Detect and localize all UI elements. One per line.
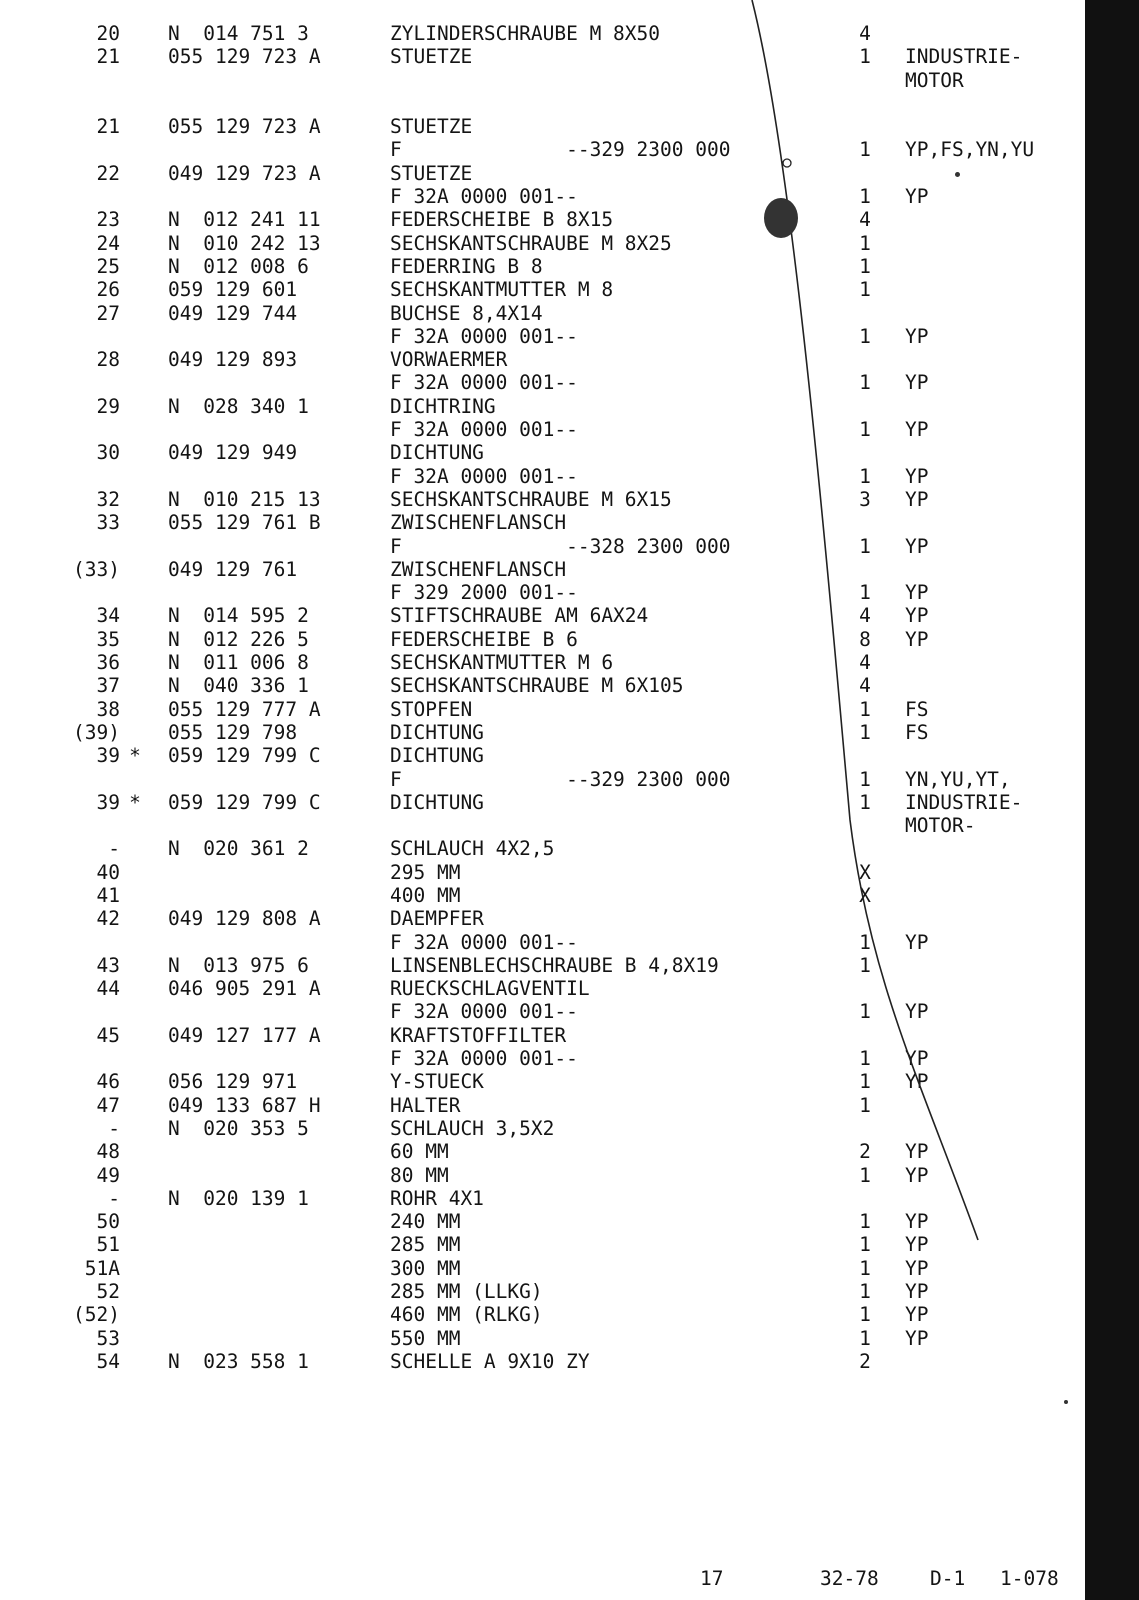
part-description: FEDERSCHEIBE B 6 xyxy=(390,627,578,651)
part-number: N 023 558 1 xyxy=(168,1349,309,1373)
part-description: 400 MM xyxy=(390,883,461,907)
quantity: 1 xyxy=(859,1163,871,1187)
part-description: SCHLAUCH 4X2,5 xyxy=(390,837,555,861)
part-description: 285 MM (LLKG) xyxy=(390,1280,543,1304)
remark: YP xyxy=(905,1233,929,1257)
parts-row xyxy=(0,255,1085,278)
quantity: 1 xyxy=(859,1047,871,1071)
quantity: 1 xyxy=(859,1233,871,1257)
part-description: BUCHSE 8,4X14 xyxy=(390,301,543,325)
part-description: STUETZE xyxy=(390,115,473,139)
parts-row xyxy=(0,1280,1085,1303)
part-description: SECHSKANTSCHRAUBE M 6X15 xyxy=(390,487,672,511)
position-number: (33) xyxy=(73,557,120,581)
parts-row xyxy=(0,884,1085,907)
part-number: N 040 336 1 xyxy=(168,674,309,698)
part-number: 055 129 777 A xyxy=(168,697,321,721)
part-number: N 013 975 6 xyxy=(168,953,309,977)
position-number: 22 xyxy=(96,161,120,185)
remark: YP xyxy=(905,1280,929,1304)
parts-row xyxy=(0,674,1085,697)
part-number: 059 129 799 C xyxy=(168,744,321,768)
remark: YP xyxy=(905,534,929,558)
part-number: N 012 226 5 xyxy=(168,627,309,651)
parts-row xyxy=(0,1117,1085,1140)
position-number: 28 xyxy=(96,348,120,372)
parts-row xyxy=(0,302,1085,325)
part-description: F 32A 0000 001-- xyxy=(390,418,578,442)
remark: MOTOR- xyxy=(905,814,976,838)
parts-row xyxy=(0,1140,1085,1163)
quantity: 4 xyxy=(859,651,871,675)
part-description: 80 MM xyxy=(390,1163,449,1187)
remark: YP xyxy=(905,1070,929,1094)
position-number: 49 xyxy=(96,1163,120,1187)
position-number: 44 xyxy=(96,977,120,1001)
position-number: 40 xyxy=(96,860,120,884)
position-number: 37 xyxy=(96,674,120,698)
remark: YP xyxy=(905,371,929,395)
position-number: (52) xyxy=(73,1303,120,1327)
part-description: DICHTUNG xyxy=(390,790,484,814)
remark: YP xyxy=(905,1256,929,1280)
part-number: 049 129 893 xyxy=(168,348,298,372)
part-description: SECHSKANTSCHRAUBE M 6X105 xyxy=(390,674,684,698)
part-description: 60 MM xyxy=(390,1140,449,1164)
part-number: 049 129 744 xyxy=(168,301,298,325)
remark: YP xyxy=(905,185,929,209)
position-number: 51A xyxy=(84,1256,120,1280)
part-description: F 32A 0000 001-- xyxy=(390,185,578,209)
part-description: SECHSKANTSCHRAUBE M 8X25 xyxy=(390,231,672,255)
part-description: LINSENBLECHSCHRAUBE B 4,8X19 xyxy=(390,953,719,977)
quantity: 2 xyxy=(859,1140,871,1164)
part-number: 055 129 761 B xyxy=(168,511,321,535)
remark: YP xyxy=(905,324,929,348)
quantity: 4 xyxy=(859,22,871,45)
parts-row xyxy=(0,1047,1085,1070)
parts-row xyxy=(0,488,1085,511)
part-description: 300 MM xyxy=(390,1256,461,1280)
quantity: 1 xyxy=(859,464,871,488)
quantity: 1 xyxy=(859,324,871,348)
quantity: 1 xyxy=(859,45,871,69)
parts-row xyxy=(0,1257,1085,1280)
part-number: 055 129 723 A xyxy=(168,115,321,139)
part-number: N 014 595 2 xyxy=(168,604,309,628)
quantity: 1 xyxy=(859,581,871,605)
remark: YP xyxy=(905,1000,929,1024)
remark: YP xyxy=(905,1047,929,1071)
part-number: 049 127 177 A xyxy=(168,1023,321,1047)
part-description: 285 MM xyxy=(390,1233,461,1257)
quantity: 1 xyxy=(859,1210,871,1234)
part-number: 056 129 971 xyxy=(168,1070,298,1094)
part-description: F 32A 0000 001-- xyxy=(390,1047,578,1071)
quantity: 1 xyxy=(859,231,871,255)
quantity: 1 xyxy=(859,371,871,395)
position-number: 46 xyxy=(96,1070,120,1094)
parts-row xyxy=(0,441,1085,464)
position-number: 35 xyxy=(96,627,120,651)
quantity: 1 xyxy=(859,534,871,558)
quantity: 1 xyxy=(859,790,871,814)
part-description: F --328 2300 000 xyxy=(390,534,731,558)
part-description: F 32A 0000 001-- xyxy=(390,464,578,488)
parts-row xyxy=(0,1094,1085,1117)
remark: INDUSTRIE- xyxy=(905,790,1023,814)
parts-row xyxy=(0,208,1085,231)
part-description: 295 MM xyxy=(390,860,461,884)
quantity: 4 xyxy=(859,674,871,698)
parts-row xyxy=(0,465,1085,488)
parts-row xyxy=(0,232,1085,255)
part-number: N 014 751 3 xyxy=(168,22,309,45)
part-number: 055 129 723 A xyxy=(168,45,321,69)
part-number: 049 129 761 xyxy=(168,557,298,581)
parts-row xyxy=(0,907,1085,930)
quantity: 3 xyxy=(859,487,871,511)
part-description: F 329 2000 001-- xyxy=(390,581,578,605)
footer-catalog-code: 1-078 xyxy=(1000,1567,1059,1590)
parts-row xyxy=(0,371,1085,394)
parts-row xyxy=(0,931,1085,954)
quantity: 1 xyxy=(859,1303,871,1327)
parts-row xyxy=(0,1024,1085,1047)
parts-row xyxy=(0,1210,1085,1233)
parts-row xyxy=(0,1327,1085,1350)
part-description: DICHTRING xyxy=(390,394,496,418)
parts-row xyxy=(0,185,1085,208)
parts-row xyxy=(0,651,1085,674)
quantity: 1 xyxy=(859,418,871,442)
position-number: 29 xyxy=(96,394,120,418)
part-number: 049 133 687 H xyxy=(168,1093,321,1117)
parts-row xyxy=(0,604,1085,627)
quantity: 2 xyxy=(859,1349,871,1373)
part-number: 049 129 723 A xyxy=(168,161,321,185)
parts-row xyxy=(0,1070,1085,1093)
position-number: - xyxy=(108,1186,120,1210)
remark: INDUSTRIE- xyxy=(905,45,1023,69)
part-description: F 32A 0000 001-- xyxy=(390,1000,578,1024)
parts-row xyxy=(0,861,1085,884)
remark: MOTOR xyxy=(905,68,964,92)
quantity: 1 xyxy=(859,767,871,791)
parts-row xyxy=(0,721,1085,744)
part-description: ZWISCHENFLANSCH xyxy=(390,511,567,535)
ink-speck xyxy=(955,172,960,177)
remark: YP xyxy=(905,1326,929,1350)
remark: YP xyxy=(905,627,929,651)
position-number: 39 xyxy=(96,790,120,814)
quantity: 1 xyxy=(859,1280,871,1304)
remark: FS xyxy=(905,720,929,744)
quantity: 1 xyxy=(859,138,871,162)
position-number: 41 xyxy=(96,883,120,907)
part-description: DAEMPFER xyxy=(390,907,484,931)
parts-row xyxy=(0,69,1085,92)
position-number: 50 xyxy=(96,1210,120,1234)
position-number: 36 xyxy=(96,651,120,675)
remark: YP xyxy=(905,464,929,488)
part-description: F --329 2300 000 xyxy=(390,138,731,162)
part-description: FEDERRING B 8 xyxy=(390,254,543,278)
quantity: 1 xyxy=(859,720,871,744)
position-number: 34 xyxy=(96,604,120,628)
quantity: 1 xyxy=(859,278,871,302)
quantity: 1 xyxy=(859,697,871,721)
remark: YN,YU,YT, xyxy=(905,767,1011,791)
parts-row xyxy=(0,1000,1085,1023)
part-description: STUETZE xyxy=(390,45,473,69)
part-description: F 32A 0000 001-- xyxy=(390,324,578,348)
remark: YP xyxy=(905,1163,929,1187)
quantity: X xyxy=(859,883,871,907)
remark: YP xyxy=(905,930,929,954)
position-number: 21 xyxy=(96,45,120,69)
part-description: 460 MM (RLKG) xyxy=(390,1303,543,1327)
part-description: STIFTSCHRAUBE AM 6AX24 xyxy=(390,604,649,628)
position-number: - xyxy=(108,837,120,861)
parts-row xyxy=(0,977,1085,1000)
parts-row xyxy=(0,22,1085,45)
part-description: VORWAERMER xyxy=(390,348,508,372)
position-number: - xyxy=(108,1116,120,1140)
parts-row xyxy=(0,162,1085,185)
position-number: 52 xyxy=(96,1280,120,1304)
ink-blot xyxy=(764,198,798,238)
quantity: 1 xyxy=(859,185,871,209)
position-number: 25 xyxy=(96,254,120,278)
remark: YP xyxy=(905,1140,929,1164)
quantity: 1 xyxy=(859,1000,871,1024)
footer-group-number: 32-78 xyxy=(820,1567,879,1590)
part-description: ZWISCHENFLANSCH xyxy=(390,557,567,581)
part-description: Y-STUECK xyxy=(390,1070,484,1094)
position-number: 21 xyxy=(96,115,120,139)
remark: YP,FS,YN,YU xyxy=(905,138,1035,162)
part-number: 059 129 799 C xyxy=(168,790,321,814)
position-number: 43 xyxy=(96,953,120,977)
ink-speck xyxy=(1064,1400,1068,1404)
part-description: FEDERSCHEIBE B 8X15 xyxy=(390,208,614,232)
part-number: N 011 006 8 xyxy=(168,651,309,675)
part-description: STOPFEN xyxy=(390,697,473,721)
position-number: 48 xyxy=(96,1140,120,1164)
part-number: N 010 215 13 xyxy=(168,487,321,511)
part-number: N 020 353 5 xyxy=(168,1116,309,1140)
parts-row xyxy=(0,744,1085,767)
position-number: 42 xyxy=(96,907,120,931)
quantity: 1 xyxy=(859,1326,871,1350)
parts-row xyxy=(0,92,1085,115)
remark: YP xyxy=(905,487,929,511)
parts-row xyxy=(0,115,1085,138)
part-description: DICHTUNG xyxy=(390,441,484,465)
quantity: 1 xyxy=(859,953,871,977)
parts-row xyxy=(0,395,1085,418)
remark: YP xyxy=(905,581,929,605)
parts-row xyxy=(0,698,1085,721)
position-number: 47 xyxy=(96,1093,120,1117)
part-description: SCHELLE A 9X10 ZY xyxy=(390,1349,590,1373)
part-number: 049 129 949 xyxy=(168,441,298,465)
part-number: 055 129 798 xyxy=(168,720,298,744)
parts-row xyxy=(0,45,1085,68)
position-number: 38 xyxy=(96,697,120,721)
part-number: N 020 139 1 xyxy=(168,1186,309,1210)
quantity: X xyxy=(859,860,871,884)
quantity: 1 xyxy=(859,1256,871,1280)
change-mark: * xyxy=(129,790,141,814)
parts-row xyxy=(0,1187,1085,1210)
quantity: 1 xyxy=(859,1070,871,1094)
parts-row xyxy=(0,138,1085,161)
part-description: 240 MM xyxy=(390,1210,461,1234)
quantity: 4 xyxy=(859,604,871,628)
position-number: (39) xyxy=(73,720,120,744)
parts-row xyxy=(0,1164,1085,1187)
part-number: N 010 242 13 xyxy=(168,231,321,255)
remark: YP xyxy=(905,1210,929,1234)
part-description: DICHTUNG xyxy=(390,720,484,744)
parts-row xyxy=(0,1350,1085,1373)
part-description: DICHTUNG xyxy=(390,744,484,768)
quantity: 1 xyxy=(859,930,871,954)
parts-list xyxy=(0,22,1085,1373)
part-description: SCHLAUCH 3,5X2 xyxy=(390,1116,555,1140)
part-description: SECHSKANTMUTTER M 8 xyxy=(390,278,614,302)
position-number: 24 xyxy=(96,231,120,255)
part-description: RUECKSCHLAGVENTIL xyxy=(390,977,590,1001)
position-number: 27 xyxy=(96,301,120,325)
parts-row xyxy=(0,418,1085,441)
parts-row xyxy=(0,558,1085,581)
parts-row xyxy=(0,1303,1085,1326)
part-number: 059 129 601 xyxy=(168,278,298,302)
part-number: N 012 008 6 xyxy=(168,254,309,278)
quantity: 8 xyxy=(859,627,871,651)
part-description: F 32A 0000 001-- xyxy=(390,371,578,395)
parts-row xyxy=(0,954,1085,977)
part-number: N 012 241 11 xyxy=(168,208,321,232)
part-description: KRAFTSTOFFILTER xyxy=(390,1023,567,1047)
part-number: N 020 361 2 xyxy=(168,837,309,861)
part-number: 049 129 808 A xyxy=(168,907,321,931)
parts-row xyxy=(0,814,1085,837)
remark: FS xyxy=(905,697,929,721)
part-number: N 028 340 1 xyxy=(168,394,309,418)
remark: YP xyxy=(905,418,929,442)
remark: YP xyxy=(905,604,929,628)
footer-page-number: 17 xyxy=(700,1567,724,1590)
quantity: 1 xyxy=(859,1093,871,1117)
part-description: 550 MM xyxy=(390,1326,461,1350)
position-number: 23 xyxy=(96,208,120,232)
parts-row xyxy=(0,535,1085,558)
footer-sheet-id: D-1 xyxy=(930,1567,966,1590)
part-number: 046 905 291 A xyxy=(168,977,321,1001)
parts-row xyxy=(0,791,1085,814)
part-description: HALTER xyxy=(390,1093,461,1117)
position-number: 39 xyxy=(96,744,120,768)
part-description: F 32A 0000 001-- xyxy=(390,930,578,954)
position-number: 20 xyxy=(96,22,120,45)
position-number: 33 xyxy=(96,511,120,535)
part-description: STUETZE xyxy=(390,161,473,185)
parts-row xyxy=(0,768,1085,791)
position-number: 45 xyxy=(96,1023,120,1047)
parts-row xyxy=(0,1233,1085,1256)
position-number: 53 xyxy=(96,1326,120,1350)
parts-row xyxy=(0,325,1085,348)
change-mark: * xyxy=(129,744,141,768)
part-description: F --329 2300 000 xyxy=(390,767,731,791)
position-number: 54 xyxy=(96,1349,120,1373)
parts-row xyxy=(0,278,1085,301)
parts-row xyxy=(0,837,1085,860)
position-number: 51 xyxy=(96,1233,120,1257)
position-number: 32 xyxy=(96,487,120,511)
part-description: ROHR 4X1 xyxy=(390,1186,484,1210)
parts-row xyxy=(0,628,1085,651)
remark: YP xyxy=(905,1303,929,1327)
part-description: ZYLINDERSCHRAUBE M 8X50 xyxy=(390,22,661,45)
quantity: 1 xyxy=(859,254,871,278)
scan-edge-bar xyxy=(1085,0,1139,1600)
part-description: SECHSKANTMUTTER M 6 xyxy=(390,651,614,675)
position-number: 30 xyxy=(96,441,120,465)
quantity: 4 xyxy=(859,208,871,232)
parts-row xyxy=(0,511,1085,534)
parts-row xyxy=(0,348,1085,371)
position-number: 26 xyxy=(96,278,120,302)
parts-row xyxy=(0,581,1085,604)
